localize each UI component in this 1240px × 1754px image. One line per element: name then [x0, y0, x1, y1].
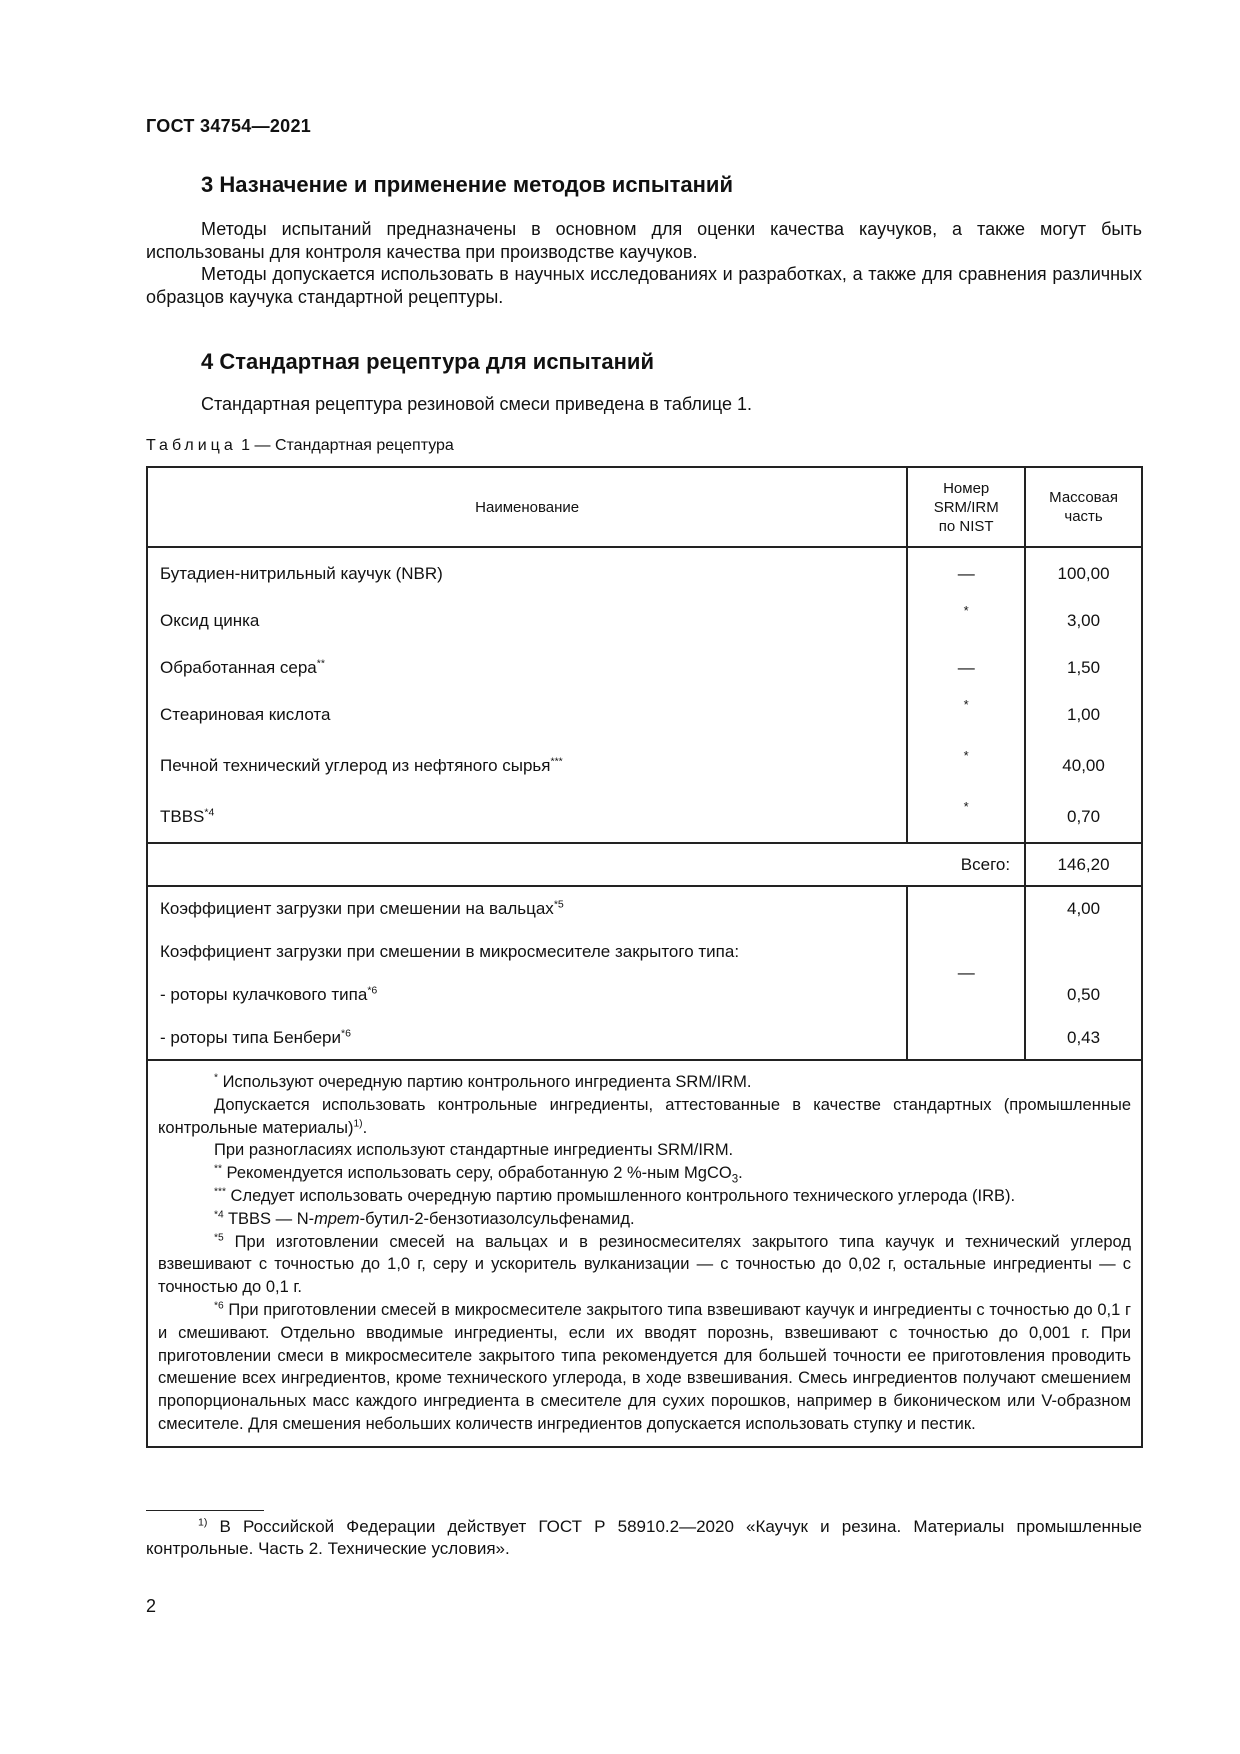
header-name: Наименование — [147, 467, 907, 547]
total-row — [147, 843, 1142, 886]
table-caption-text: 1 — Стандартная рецептура — [236, 437, 454, 454]
srm-number: * — [907, 595, 1025, 646]
ingredient-name: Оксид цинка — [147, 595, 907, 646]
note-1: * Используют очередную партию контрольного ингредиента SRM/IRM. — [214, 1072, 752, 1091]
coef-name: Коэффициент загрузки при смешении в микросмесителе закрытого типа: — [147, 930, 907, 973]
srm-number: — — [907, 646, 1025, 689]
ingredient-name: Бутадиен-нитрильный каучук (NBR) — [147, 547, 907, 595]
document-code: ГОСТ 34754—2021 — [146, 116, 312, 136]
section-3-body — [146, 218, 1142, 308]
recipe-table — [146, 466, 1143, 1448]
page-number: 2 — [146, 1596, 157, 1616]
ingredient-name: TBBS$^{*4}$ — [147, 791, 907, 843]
note-4: $^{*4}$ TBBS — N-трет-бутил-2-бензотиазолсульфенамид. — [214, 1209, 635, 1228]
coef-value: 0,43 — [1025, 1016, 1142, 1060]
table-row — [147, 886, 1142, 930]
section-3-paragraph-2: Методы допускается использовать в научных исследованиях и разработках, а также для сравнения различных образцов каучука стандартной рецептуры. — [146, 264, 1142, 307]
total-value: 146,20 — [1025, 843, 1142, 886]
page-footnote — [146, 1516, 1142, 1560]
note-3: *** Следует использовать очередную партию промышленного контрольного технического углерода (IRB). — [214, 1186, 1016, 1205]
coef-value — [1025, 930, 1142, 973]
ingredient-name: Обработанная сера** — [147, 646, 907, 689]
table-row — [147, 595, 1142, 646]
note-2: ** Рекомендуется использовать серу, обработанную 2 %-ным MgCO$_3$. — [214, 1163, 743, 1186]
section-3-title: 3 Назначение и применение методов испытаний — [201, 172, 733, 197]
table-row — [147, 547, 1142, 595]
mass-part: 0,70 — [1025, 791, 1142, 843]
table-row — [147, 689, 1142, 740]
section-4-title: 4 Стандартная рецептура для испытаний — [201, 349, 654, 374]
header-srm-line1: Номер — [943, 479, 990, 497]
footnote-separator — [146, 1510, 264, 1511]
note-6: $^{*6}$ При приготовлении смесей в микросмесителе закрытого типа взвешивают каучук и ингредиенты с точностью до 0,1 г и смешивают. Отдельно вводимые ингредиенты, если их вводят порознь, взвешивают с точностью до 0,001 г. При приготовлении смеси в микросмесителе закрытого типа рекомендуется для большей точности ее приготовления проводить смешение всех ингредиентов, кроме технического углерода, в ходе взвешивания. Смесь ингредиентов получают смешением пропорциональных масс каждого ингредиента в смесителе для сухих порошков, например в биконическом или V-образном смесителе. Для смешения небольших количеств ингредиентов допускается использовать ступку и пестик. — [158, 1300, 1131, 1433]
total-label: Всего: — [147, 843, 1025, 886]
coef-value: 4,00 — [1025, 886, 1142, 930]
ingredient-name: Стеариновая кислота — [147, 689, 907, 740]
note-1c: При разногласиях используют стандартные ингредиенты SRM/IRM. — [214, 1141, 734, 1160]
header-mass — [1025, 467, 1142, 547]
mass-part: 1,50 — [1025, 646, 1142, 689]
section-3-paragraph-1: Методы испытаний предназначены в основном для оценки качества каучуков, а также могут быть использованы для контроля качества при производстве каучуков. — [146, 219, 1142, 262]
table-row — [147, 646, 1142, 689]
table-row — [147, 791, 1142, 843]
mass-part: 1,00 — [1025, 689, 1142, 740]
note-5: $^{*5}$ При изготовлении смесей на вальцах и в резиносмесителях закрытого типа каучук и технический углерод взвешивают с точностью до 1,0 г, серу и ускоритель вулканизации — с точностью до 0,02 г, остальные ингредиенты — с точностью до 0,1 г. — [158, 1232, 1131, 1297]
note-1b: Допускается использовать контрольные ингредиенты, аттестованные в качестве стандартных (промышленные контрольные материалы)$^{1)}$. — [158, 1095, 1131, 1137]
table-row — [147, 740, 1142, 791]
coef-name: - роторы типа Бенбери$^{*6}$ — [147, 1016, 907, 1060]
header-srm-line2: SRM/IRM — [933, 498, 999, 516]
table-notes — [147, 1060, 1142, 1447]
ingredient-name: Печной технический углерод из нефтяного сырья*** — [147, 740, 907, 791]
coef-value: 0,50 — [1025, 973, 1142, 1016]
table-notes-row — [147, 1060, 1142, 1447]
table-caption-word: Таблица — [146, 437, 237, 454]
coef-srm: — — [907, 886, 1025, 1060]
header-srm — [907, 467, 1025, 547]
coef-name: - роторы кулачкового типа$^{*6}$ — [147, 973, 907, 1016]
srm-number: * — [907, 689, 1025, 740]
header-mass-line1: Массовая — [1049, 489, 1118, 506]
footnote-text: $^{1)}$ В Российской Федерации действует ГОСТ Р 58910.2—2020 «Каучук и резина. Материалы промышленные контрольные. Часть 2. Технические условия». — [146, 1516, 1142, 1558]
coef-name: Коэффициент загрузки при смешении на вальцах$^{*5}$ — [147, 886, 907, 930]
srm-number: * — [907, 791, 1025, 843]
section-4-intro: Стандартная рецептура резиновой смеси приведена в таблице 1. — [201, 394, 753, 414]
header-srm-line3: по NIST — [938, 517, 994, 535]
mass-part: 40,00 — [1025, 740, 1142, 791]
table-header-row — [147, 467, 1142, 547]
srm-number: — — [907, 547, 1025, 595]
header-mass-line2: часть — [1064, 508, 1103, 525]
mass-part: 100,00 — [1025, 547, 1142, 595]
srm-number: * — [907, 740, 1025, 791]
table-caption — [146, 437, 454, 455]
mass-part: 3,00 — [1025, 595, 1142, 646]
